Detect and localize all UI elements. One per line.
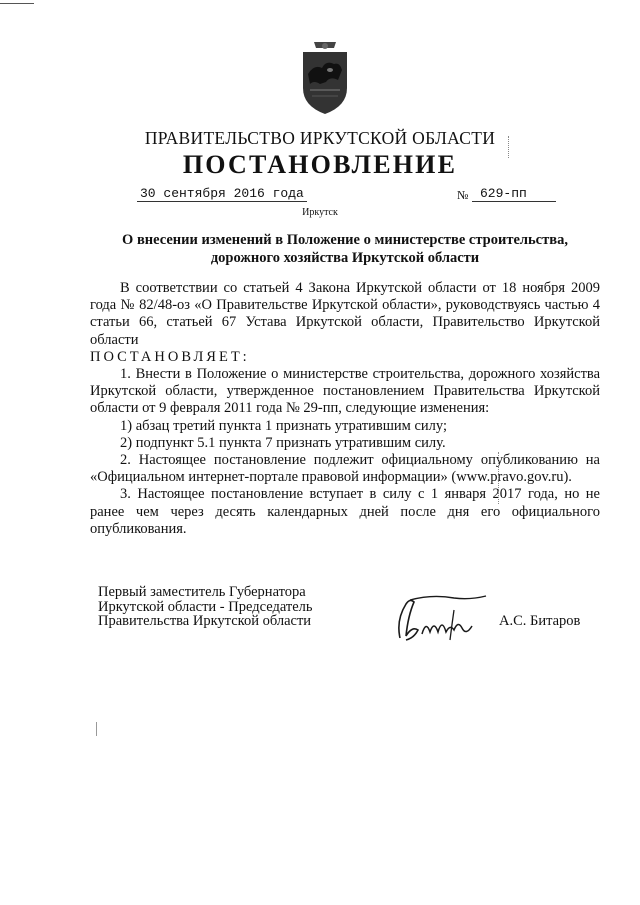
item-1-subitem-1: 1) абзац третий пункта 1 признать утратившим силу; [120,417,447,434]
subject-line-2: дорожного хозяйства Иркутской области [210,250,480,266]
preamble-paragraph: В соответствии со статьей 4 Закона Иркутской области от 18 ноября 2009 года № 82/48-оз «О Правительстве Иркутской области», руководствуясь частью 4 статьи 66, статьей 67 Устава Иркутской области, Правительство Иркутской области [90,280,600,348]
top-edge-line [0,3,34,4]
organization-name: ПРАВИТЕЛЬСТВО ИРКУТСКОЙ ОБЛАСТИ [144,128,496,148]
signatory-position [98,585,313,629]
document-type-title: ПОСТАНОВЛЕНИЕ [182,150,458,179]
item-3-paragraph: 3. Настоящее постановление вступает в силу с 1 января 2017 года, но не ранее чем через десять календарных дней после дня его официального опубликования. [90,486,600,537]
scan-margin-mark [508,136,509,158]
resolves-heading: ПОСТАНОВЛЯЕТ: [90,348,250,365]
document-body [90,280,600,538]
document-number: 629-пп [472,186,556,202]
item-2-paragraph: 2. Настоящее постановление подлежит официальному опубликованию на «Официальном интернет-портале правовой информации» (www.pravo.gov.ru). [90,452,600,486]
irkutsk-coat-of-arms-icon [300,40,350,116]
city-name: Иркутск [302,207,338,218]
number-sign: № [457,188,469,202]
item-1-subitem-2: 2) подпункт 5.1 пункта 7 признать утратившим силу. [120,434,446,451]
scan-margin-tick [96,722,97,736]
handwritten-signature-icon [392,590,490,648]
signatory-position-line-1: Первый заместитель Губернатора [98,584,306,600]
item-1-paragraph: 1. Внести в Положение о министерстве строительства, дорожного хозяйства Иркутской области, утвержденное постановлением Правительства Иркутской области от 9 февраля 2011 года № 29-пп, следующие изменения: [90,366,600,417]
document-date: 30 сентября 2016 года [137,186,307,202]
signatory-position-line-2: Иркутской области - Председатель [98,598,313,615]
document-subject [90,231,600,267]
signatory-name: А.С. Битаров [499,613,581,629]
subject-line-1: О внесении изменений в Положение о министерстве строительства, [122,232,568,248]
scan-margin-mark [498,452,499,504]
signatory-position-line-3: Правительства Иркутской области [98,613,312,629]
